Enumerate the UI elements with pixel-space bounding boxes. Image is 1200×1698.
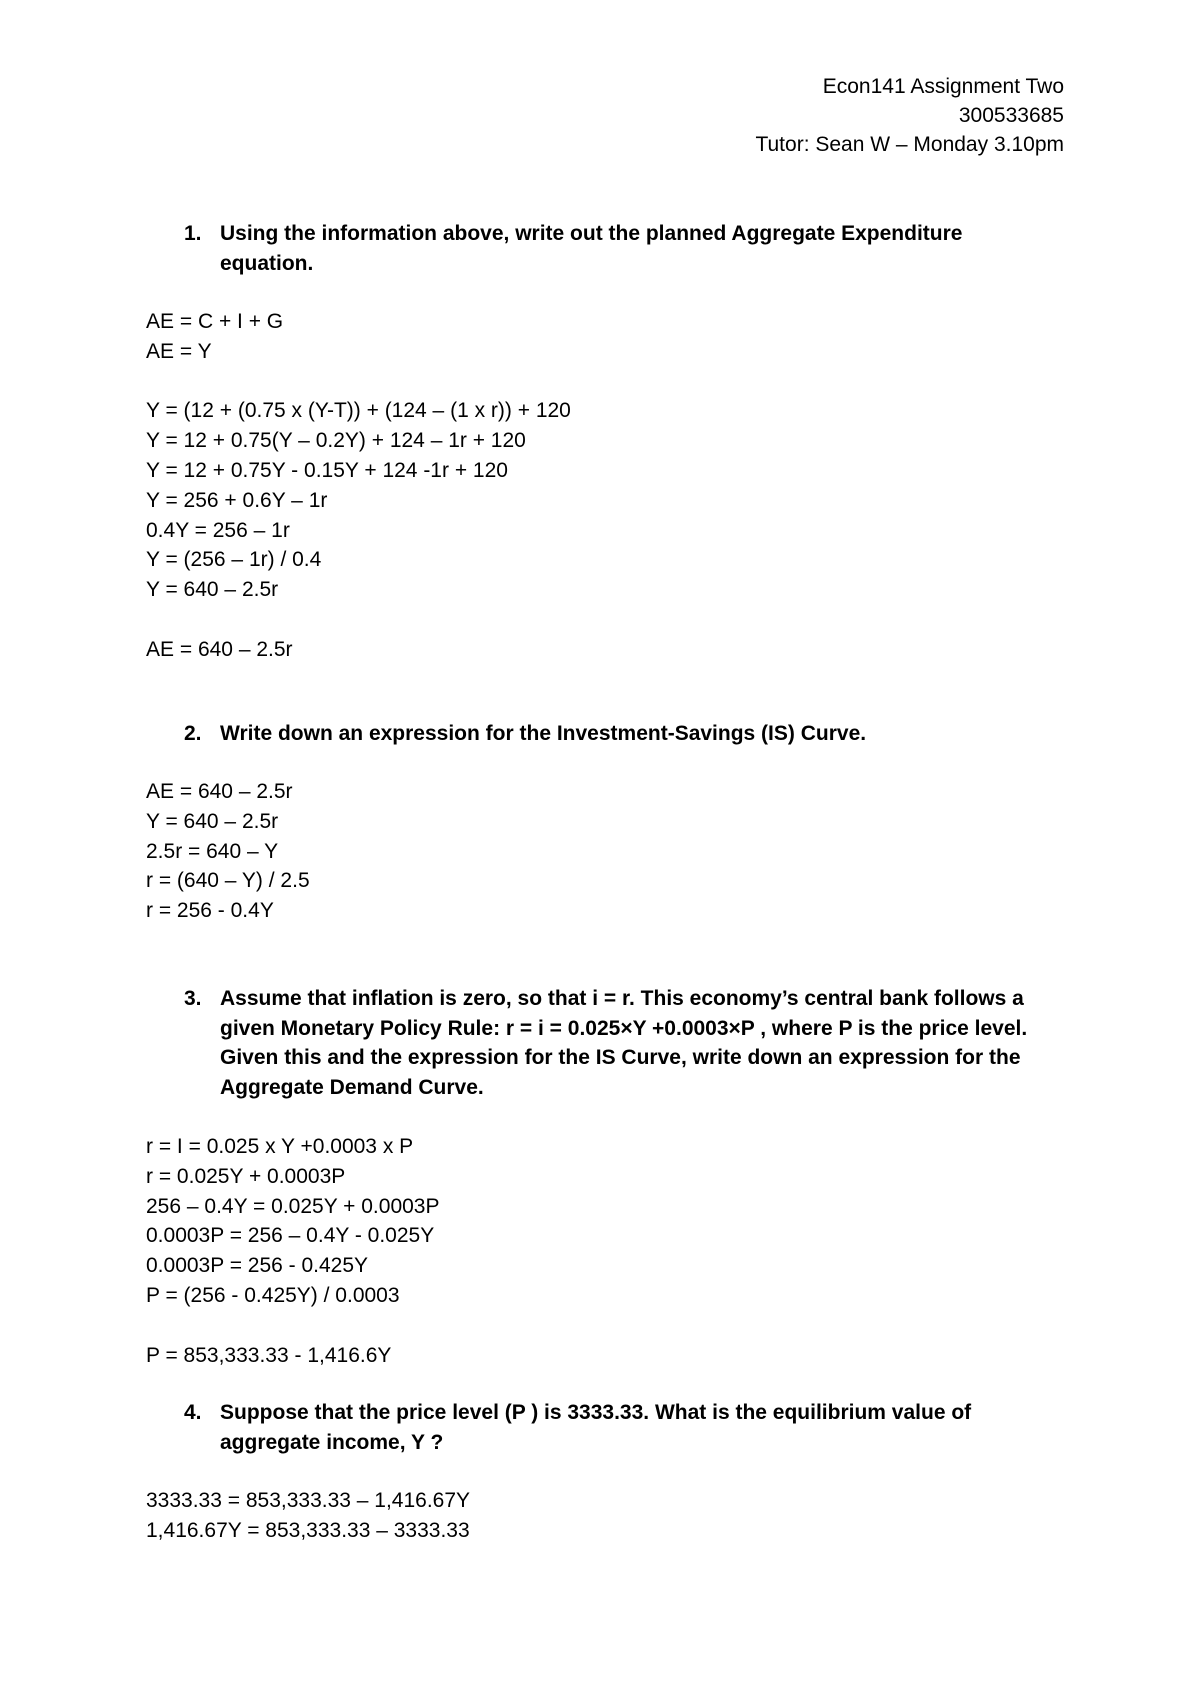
work-line: 256 – 0.4Y = 0.025Y + 0.0003P (146, 1194, 440, 1218)
work-line: AE = 640 – 2.5r (146, 637, 293, 661)
work-line: 0.4Y = 256 – 1r (146, 518, 290, 542)
work-line (146, 367, 571, 397)
work-line: 3333.33 = 853,333.33 – 1,416.67Y (146, 1489, 471, 1512)
work-line: AE = Y (146, 339, 212, 363)
work-line: r = I = 0.025 x Y +0.0003 x P (146, 1135, 414, 1158)
question-number: 3. (184, 987, 202, 1010)
work-line: AE = 640 – 2.5r (146, 780, 293, 803)
assignment-title: Econ141 Assignment Two (822, 75, 1064, 98)
work-line: Y = 640 – 2.5r (146, 809, 279, 833)
work-line: 2.5r = 640 – Y (146, 839, 279, 863)
question-3 (184, 984, 1044, 1102)
work-line: Y = 256 + 0.6Y – 1r (146, 488, 328, 512)
work-line: Y = (256 – 1r) / 0.4 (146, 548, 322, 572)
work-line: P = 853,333.33 - 1,416.6Y (146, 1343, 392, 1367)
work-line: Y = 12 + 0.75(Y – 0.2Y) + 124 – 1r + 120 (146, 429, 526, 453)
student-id: 300533685 (958, 104, 1064, 127)
work-line: r = (640 – Y) / 2.5 (146, 869, 310, 893)
question-number: 4. (184, 1401, 202, 1424)
work-line: r = 0.025Y + 0.0003P (146, 1164, 346, 1188)
work-line: AE = C + I + G (146, 310, 284, 333)
question-4-working (146, 1486, 470, 1546)
tutor-line: Tutor: Sean W – Monday 3.10pm (755, 133, 1064, 156)
question-text: Write down an expression for the Investment-Savings (IS) Curve. (220, 722, 867, 745)
question-2 (184, 719, 1044, 749)
question-number: 1. (184, 222, 202, 245)
work-line: 0.0003P = 256 – 0.4Y - 0.025Y (146, 1224, 435, 1248)
question-number: 2. (184, 722, 202, 745)
work-line: Y = 12 + 0.75Y - 0.15Y + 124 -1r + 120 (146, 458, 508, 482)
work-line: r = 256 - 0.4Y (146, 899, 274, 923)
work-line: 0.0003P = 256 - 0.425Y (146, 1254, 369, 1278)
question-3-working (146, 1132, 440, 1370)
work-line: Y = 640 – 2.5r (146, 578, 279, 602)
work-line: 1,416.67Y = 853,333.33 – 3333.33 (146, 1518, 470, 1542)
question-text: Using the information above, write out the planned Aggregate Expenditure equation. (220, 222, 963, 275)
question-1 (184, 219, 1044, 278)
work-line (146, 1311, 440, 1341)
document-header (755, 72, 1064, 159)
work-line: Y = (12 + (0.75 x (Y-T)) + (124 – (1 x r)) + 120 (146, 399, 571, 423)
question-4 (184, 1398, 1044, 1457)
question-text: Assume that inflation is zero, so that i = r. This economy’s central bank follows a given Monetary Policy Rule: r = i = 0.025×Y +0.0003×P , where P is the price level. Given this and the expression for the IS Curve, write down an expression for the Aggregate Demand Curve. (220, 987, 1028, 1099)
question-1-working (146, 307, 571, 665)
question-2-working (146, 777, 310, 926)
question-text: Suppose that the price level (P ) is 3333.33. What is the equilibrium value of aggregate income, Y ? (220, 1401, 972, 1454)
work-line (146, 605, 571, 635)
work-line: P = (256 - 0.425Y) / 0.0003 (146, 1283, 400, 1307)
